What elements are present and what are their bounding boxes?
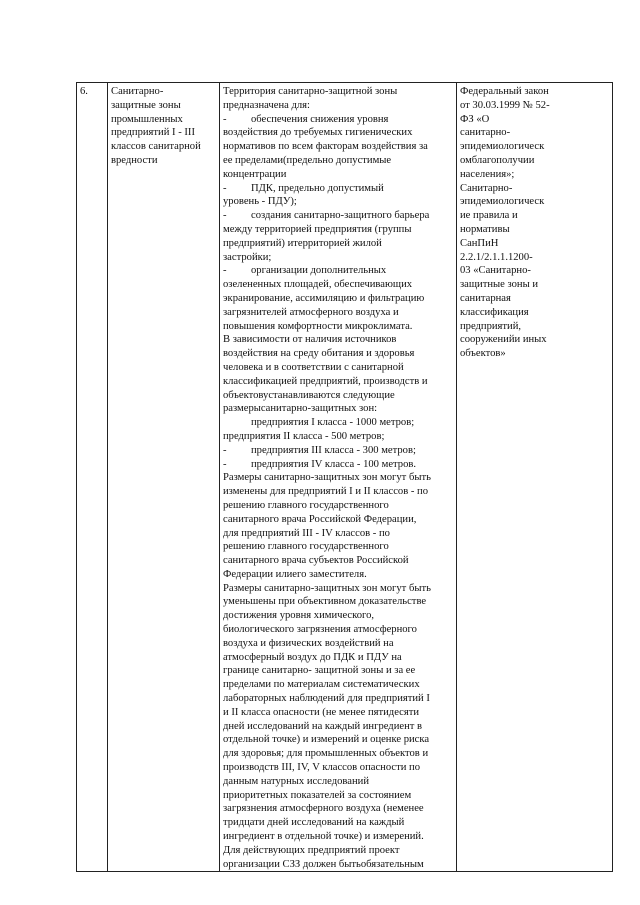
text-line: защитные зоны — [111, 99, 181, 111]
line-text: Размеры санитарно-защитных зон могут быть — [223, 582, 431, 594]
text-line — [223, 361, 453, 375]
text-line — [223, 278, 453, 292]
line-text: пределами по материалам систематических — [223, 679, 420, 691]
text-line: санитарная — [460, 292, 511, 304]
text-line: эпидемиологическ — [460, 141, 545, 153]
text-line: промышленных — [111, 113, 183, 125]
line-text: решению главного государственного — [223, 499, 389, 511]
line-text: Размеры санитарно-защитных зон могут быть — [223, 472, 431, 484]
list-dash: - — [223, 113, 227, 125]
text-line — [223, 154, 453, 168]
text-line — [223, 802, 453, 816]
text-line — [223, 651, 453, 665]
text-line — [223, 168, 453, 182]
line-text: дней исследований на каждый ингредиент в — [223, 720, 423, 732]
text-line — [223, 292, 453, 306]
line-text: и II класса опасности (не менее пятидесяти — [223, 706, 420, 718]
line-text: границе санитарно- защитной зоны и за ее — [223, 665, 416, 677]
line-text: Федерации илиего заместителя. — [223, 568, 367, 580]
line-text: предприятий) итерриторией жилой — [223, 237, 382, 249]
text-line: эпидемиологическ — [460, 196, 545, 208]
line-text: обеспечения снижения уровня — [251, 113, 389, 125]
text-line: нормативы — [460, 223, 510, 235]
table-row — [77, 83, 613, 872]
text-line — [223, 402, 453, 416]
text-line: классов санитарной — [111, 141, 201, 153]
text-line — [223, 858, 453, 872]
text-line — [223, 582, 453, 596]
legal-basis-cell — [457, 83, 613, 872]
text-line — [223, 113, 453, 127]
line-text: организации СЗЗ должен бытьобязательным — [223, 858, 424, 870]
line-text: данным натурных исследований — [223, 775, 369, 787]
text-line — [223, 733, 453, 747]
text-line: классификация — [460, 306, 529, 318]
line-text: производств III, IV, V классов опасности по — [223, 762, 421, 774]
text-line: СанПиН — [460, 237, 499, 249]
text-line — [223, 664, 453, 678]
text-line: населения»; — [460, 168, 515, 180]
line-text: предприятия IV класса - 100 метров. — [251, 458, 417, 470]
text-line — [223, 775, 453, 789]
text-line — [223, 416, 453, 430]
text-line — [223, 251, 453, 265]
line-text: классификацией предприятий, производств и — [223, 375, 428, 387]
text-line — [223, 720, 453, 734]
text-line — [223, 347, 453, 361]
list-dash: - — [223, 444, 227, 456]
legal-basis-text — [460, 85, 609, 361]
line-text: предприятия II класса - 500 метров; — [223, 430, 385, 442]
text-line: Санитарно- — [460, 182, 513, 194]
text-line — [223, 237, 453, 251]
text-line — [223, 223, 453, 237]
text-line — [223, 747, 453, 761]
text-line: Федеральный закон — [460, 86, 549, 97]
text-line — [223, 99, 453, 113]
text-line: Санитарно- — [111, 86, 164, 97]
text-line — [223, 471, 453, 485]
line-text: создания санитарно-защитного барьера — [251, 210, 430, 222]
text-line — [223, 678, 453, 692]
text-line: от 30.03.1999 № 52- — [460, 99, 550, 111]
zone-name-text — [111, 85, 216, 168]
list-dash: - — [223, 182, 227, 194]
text-line — [223, 692, 453, 706]
line-text: экранирование, ассимиляцию и фильтрацию — [223, 292, 425, 304]
zone-name-cell — [108, 83, 220, 872]
line-text: санитарного врача Российской Федерации, — [223, 513, 417, 525]
line-text: повышения комфортности микроклимата. — [223, 320, 413, 332]
text-line — [223, 306, 453, 320]
line-text: воздуха и физических воздействий на — [223, 637, 394, 649]
text-line — [223, 595, 453, 609]
regulation-table — [76, 82, 613, 872]
text-line — [223, 706, 453, 720]
text-line — [223, 264, 453, 278]
text-line: омблагополучии — [460, 154, 535, 166]
line-text: ингредиент в отдельной точке) и измерений. — [223, 831, 424, 843]
line-text: Для действующих предприятий проект — [223, 844, 400, 856]
line-text: предназначена для: — [223, 99, 310, 111]
line-text: концентрации — [223, 168, 287, 180]
text-line — [223, 527, 453, 541]
line-text: Территория санитарно-защитной зоны — [223, 86, 398, 97]
text-line — [223, 513, 453, 527]
line-text: уменьшены при объективном доказательстве — [223, 596, 427, 608]
line-text: отдельной точке) и измерений и оценке риска — [223, 734, 430, 746]
line-text: нормативов по всем факторам воздействия за — [223, 141, 428, 153]
text-line: ие правила и — [460, 210, 518, 222]
list-dash: - — [223, 458, 227, 470]
line-text: изменены для предприятий I и II классов - по — [223, 486, 428, 498]
text-line — [223, 320, 453, 334]
text-line — [223, 182, 453, 196]
line-text: размерысанитарно-защитных зон: — [223, 403, 378, 415]
description-cell — [220, 83, 457, 872]
list-dash: - — [223, 265, 227, 277]
text-line: предприятий I - III — [111, 127, 195, 139]
text-line — [223, 85, 453, 99]
text-line: ФЗ «О — [460, 113, 490, 125]
text-line: вредности — [111, 154, 158, 166]
description-text — [223, 85, 453, 871]
line-text: застройки; — [223, 251, 272, 263]
text-line: объектов» — [460, 348, 506, 360]
line-text: загрязнения атмосферного воздуха (неменее — [223, 803, 424, 815]
line-text: санитарного врача субъектов Российской — [223, 555, 409, 567]
row-number: 6. — [80, 86, 88, 97]
text-line — [223, 554, 453, 568]
line-text: озелененных площадей, обеспечивающих — [223, 279, 413, 291]
line-text: объектовустанавливаются следующие — [223, 389, 395, 401]
text-line — [223, 499, 453, 513]
line-text: атмосферный воздух до ПДК и ПДУ на — [223, 651, 402, 663]
line-text: решению главного государственного — [223, 541, 389, 553]
line-text: достижения уровня химического, — [223, 610, 375, 622]
line-text: организации дополнительных — [251, 265, 387, 277]
line-text: загрязнителей атмосферного воздуха и — [223, 306, 399, 318]
line-text: ее пределами(предельно допустимые — [223, 154, 392, 166]
list-dash: - — [223, 210, 227, 222]
text-line — [223, 609, 453, 623]
text-line: 03 «Санитарно- — [460, 265, 531, 277]
text-line: 2.2.1/2.1.1.1200- — [460, 251, 533, 263]
text-line — [223, 789, 453, 803]
text-line: предприятий, — [460, 320, 522, 332]
line-text: лабораторных наблюдений для предприятий I — [223, 693, 430, 705]
line-text: для здоровья; для промышленных объектов и — [223, 748, 429, 760]
text-line — [223, 568, 453, 582]
line-text: для предприятий III - IV классов - по — [223, 527, 390, 539]
text-line — [223, 623, 453, 637]
text-line: санитарно- — [460, 127, 511, 139]
text-line — [223, 333, 453, 347]
line-text: воздействия на среду обитания и здоровья — [223, 348, 415, 360]
text-line: сооруженийи иных — [460, 334, 547, 346]
line-text: В зависимости от наличия источников — [223, 334, 397, 346]
text-line — [223, 830, 453, 844]
line-text: уровень - ПДУ); — [223, 196, 297, 208]
line-text: предприятия I класса - 1000 метров; — [251, 417, 415, 429]
text-line — [223, 389, 453, 403]
text-line: защитные зоны и — [460, 279, 539, 291]
line-text: ПДК, предельно допустимый — [251, 182, 384, 194]
text-line — [223, 485, 453, 499]
text-line — [223, 540, 453, 554]
line-text: воздействия до требуемых гигиенических — [223, 127, 413, 139]
line-text: предприятия III класса - 300 метров; — [251, 444, 416, 456]
line-text: приоритетных показателей за состоянием — [223, 789, 412, 801]
text-line — [223, 637, 453, 651]
text-line — [223, 209, 453, 223]
line-text: человека и в соответствии с санитарной — [223, 361, 404, 373]
text-line — [223, 444, 453, 458]
text-line — [223, 816, 453, 830]
line-text: тридцати дней исследований на каждый — [223, 817, 405, 829]
text-line — [223, 195, 453, 209]
text-line — [223, 761, 453, 775]
line-text: между территорией предприятия (группы — [223, 223, 412, 235]
text-line — [223, 375, 453, 389]
text-line — [223, 430, 453, 444]
row-number-cell — [77, 83, 108, 872]
text-line — [223, 126, 453, 140]
text-line — [223, 140, 453, 154]
text-line — [223, 844, 453, 858]
line-text: биологического загрязнения атмосферного — [223, 624, 417, 636]
text-line — [223, 458, 453, 472]
